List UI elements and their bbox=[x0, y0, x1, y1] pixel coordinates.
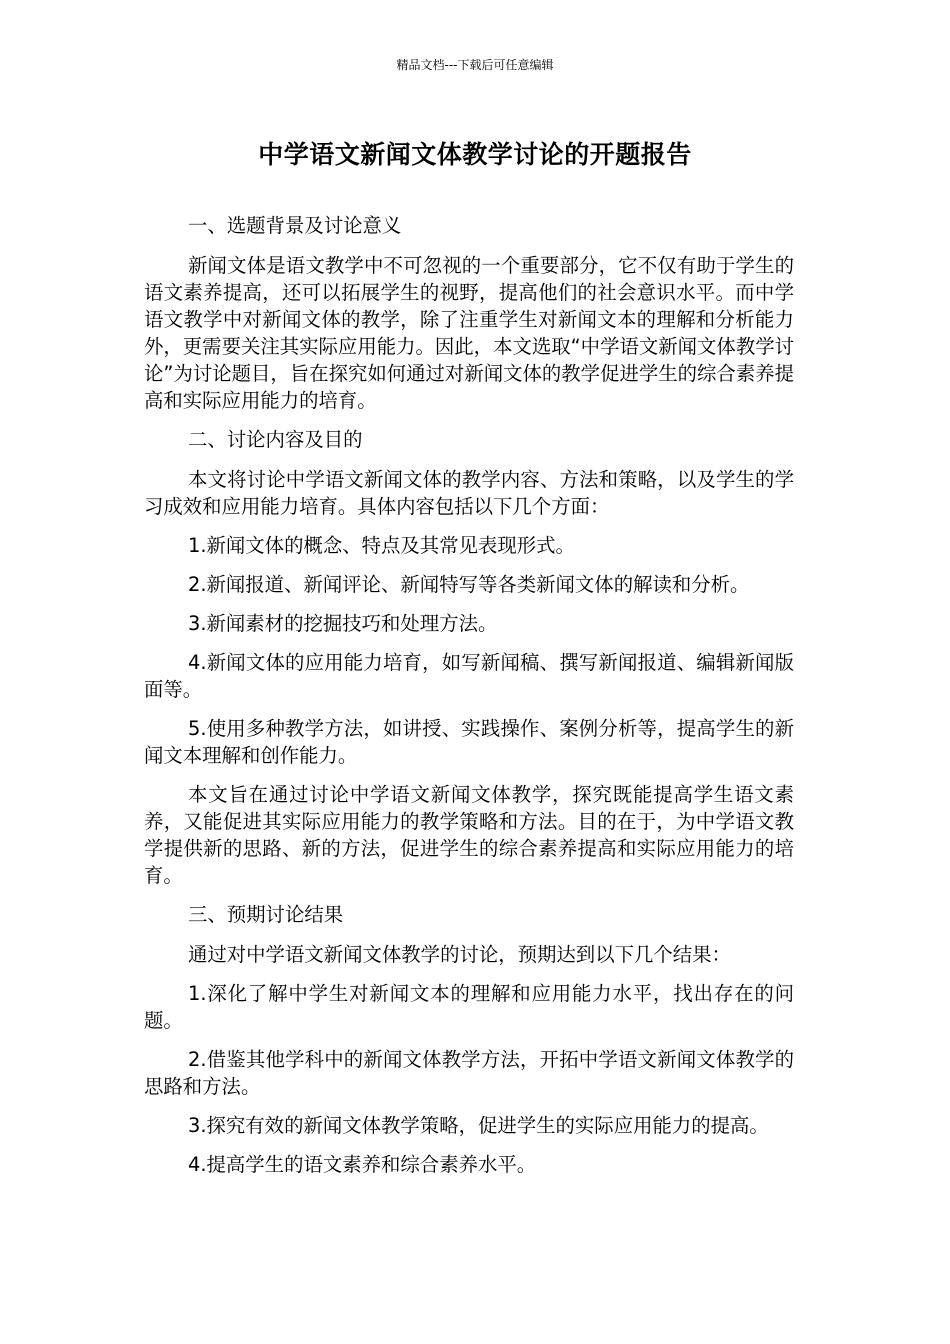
list-item-content-5: 5.使用多种教学方法，如讲授、实践操作、案例分析等，提高学生的新闻文本理解和创作能力。 bbox=[144, 717, 794, 767]
document-body bbox=[144, 212, 794, 1190]
paragraph-background: 新闻文体是语文教学中不可忽视的一个重要部分，它不仅有助于学生的语文素养提高，还可以拓展学生的视野，提高他们的社会意识水平。而中学语文教学中对新闻文体的教学，除了注重学生对新闻文本的理解和分析能力外，更需要关注其实际应用能力。因此，本文选取“中学语文新闻文体教学讨论”为讨论题目，旨在探究如何通过对新闻文体的教学促进学生的综合素养提高和实际应用能力的培育。 bbox=[144, 254, 794, 412]
paragraph-purpose: 本文旨在通过讨论中学语文新闻文体教学，探究既能提高学生语文素养，又能促进其实际应用能力的教学策略和方法。目的在于，为中学语文教学提供新的思路、新的方法，促进学生的综合素养提高和实际应用能力的培育。 bbox=[144, 783, 794, 887]
header-note: 精品文档---下载后可任意编辑 bbox=[396, 58, 554, 72]
list-item-content-1: 1.新闻文体的概念、特点及其常见表现形式。 bbox=[188, 534, 575, 557]
list-item-result-4: 4.提高学生的语文素养和综合素养水平。 bbox=[188, 1153, 537, 1176]
list-item-result-2: 2.借鉴其他学科中的新闻文体教学方法，开拓中学语文新闻文体教学的思路和方法。 bbox=[144, 1048, 794, 1098]
list-item-result-1: 1.深化了解中学生对新闻文本的理解和应用能力水平，找出存在的问题。 bbox=[144, 982, 794, 1032]
list-item-content-4: 4.新闻文体的应用能力培育，如写新闻稿、撰写新闻报道、编辑新闻版面等。 bbox=[144, 651, 794, 701]
paragraph-results-intro: 通过对中学语文新闻文体教学的讨论，预期达到以下几个结果： bbox=[188, 943, 731, 966]
document-title: 中学语文新闻文体教学讨论的开题报告 bbox=[258, 140, 692, 169]
list-item-result-3: 3.探究有效的新闻文体教学策略，促进学生的实际应用能力的提高。 bbox=[188, 1114, 769, 1137]
section-heading-expected-results: 三、预期讨论结果 bbox=[188, 903, 344, 926]
paragraph-content-intro: 本文将讨论中学语文新闻文体的教学内容、方法和策略，以及学生的学习成效和应用能力培育。具体内容包括以下几个方面： bbox=[144, 468, 794, 518]
list-item-content-3: 3.新闻素材的挖掘技巧和处理方法。 bbox=[188, 612, 498, 635]
section-heading-background: 一、选题背景及讨论意义 bbox=[188, 214, 402, 237]
list-item-content-2: 2.新闻报道、新闻评论、新闻特写等各类新闻文体的解读和分析。 bbox=[188, 573, 750, 596]
section-heading-content: 二、讨论内容及目的 bbox=[188, 428, 363, 451]
